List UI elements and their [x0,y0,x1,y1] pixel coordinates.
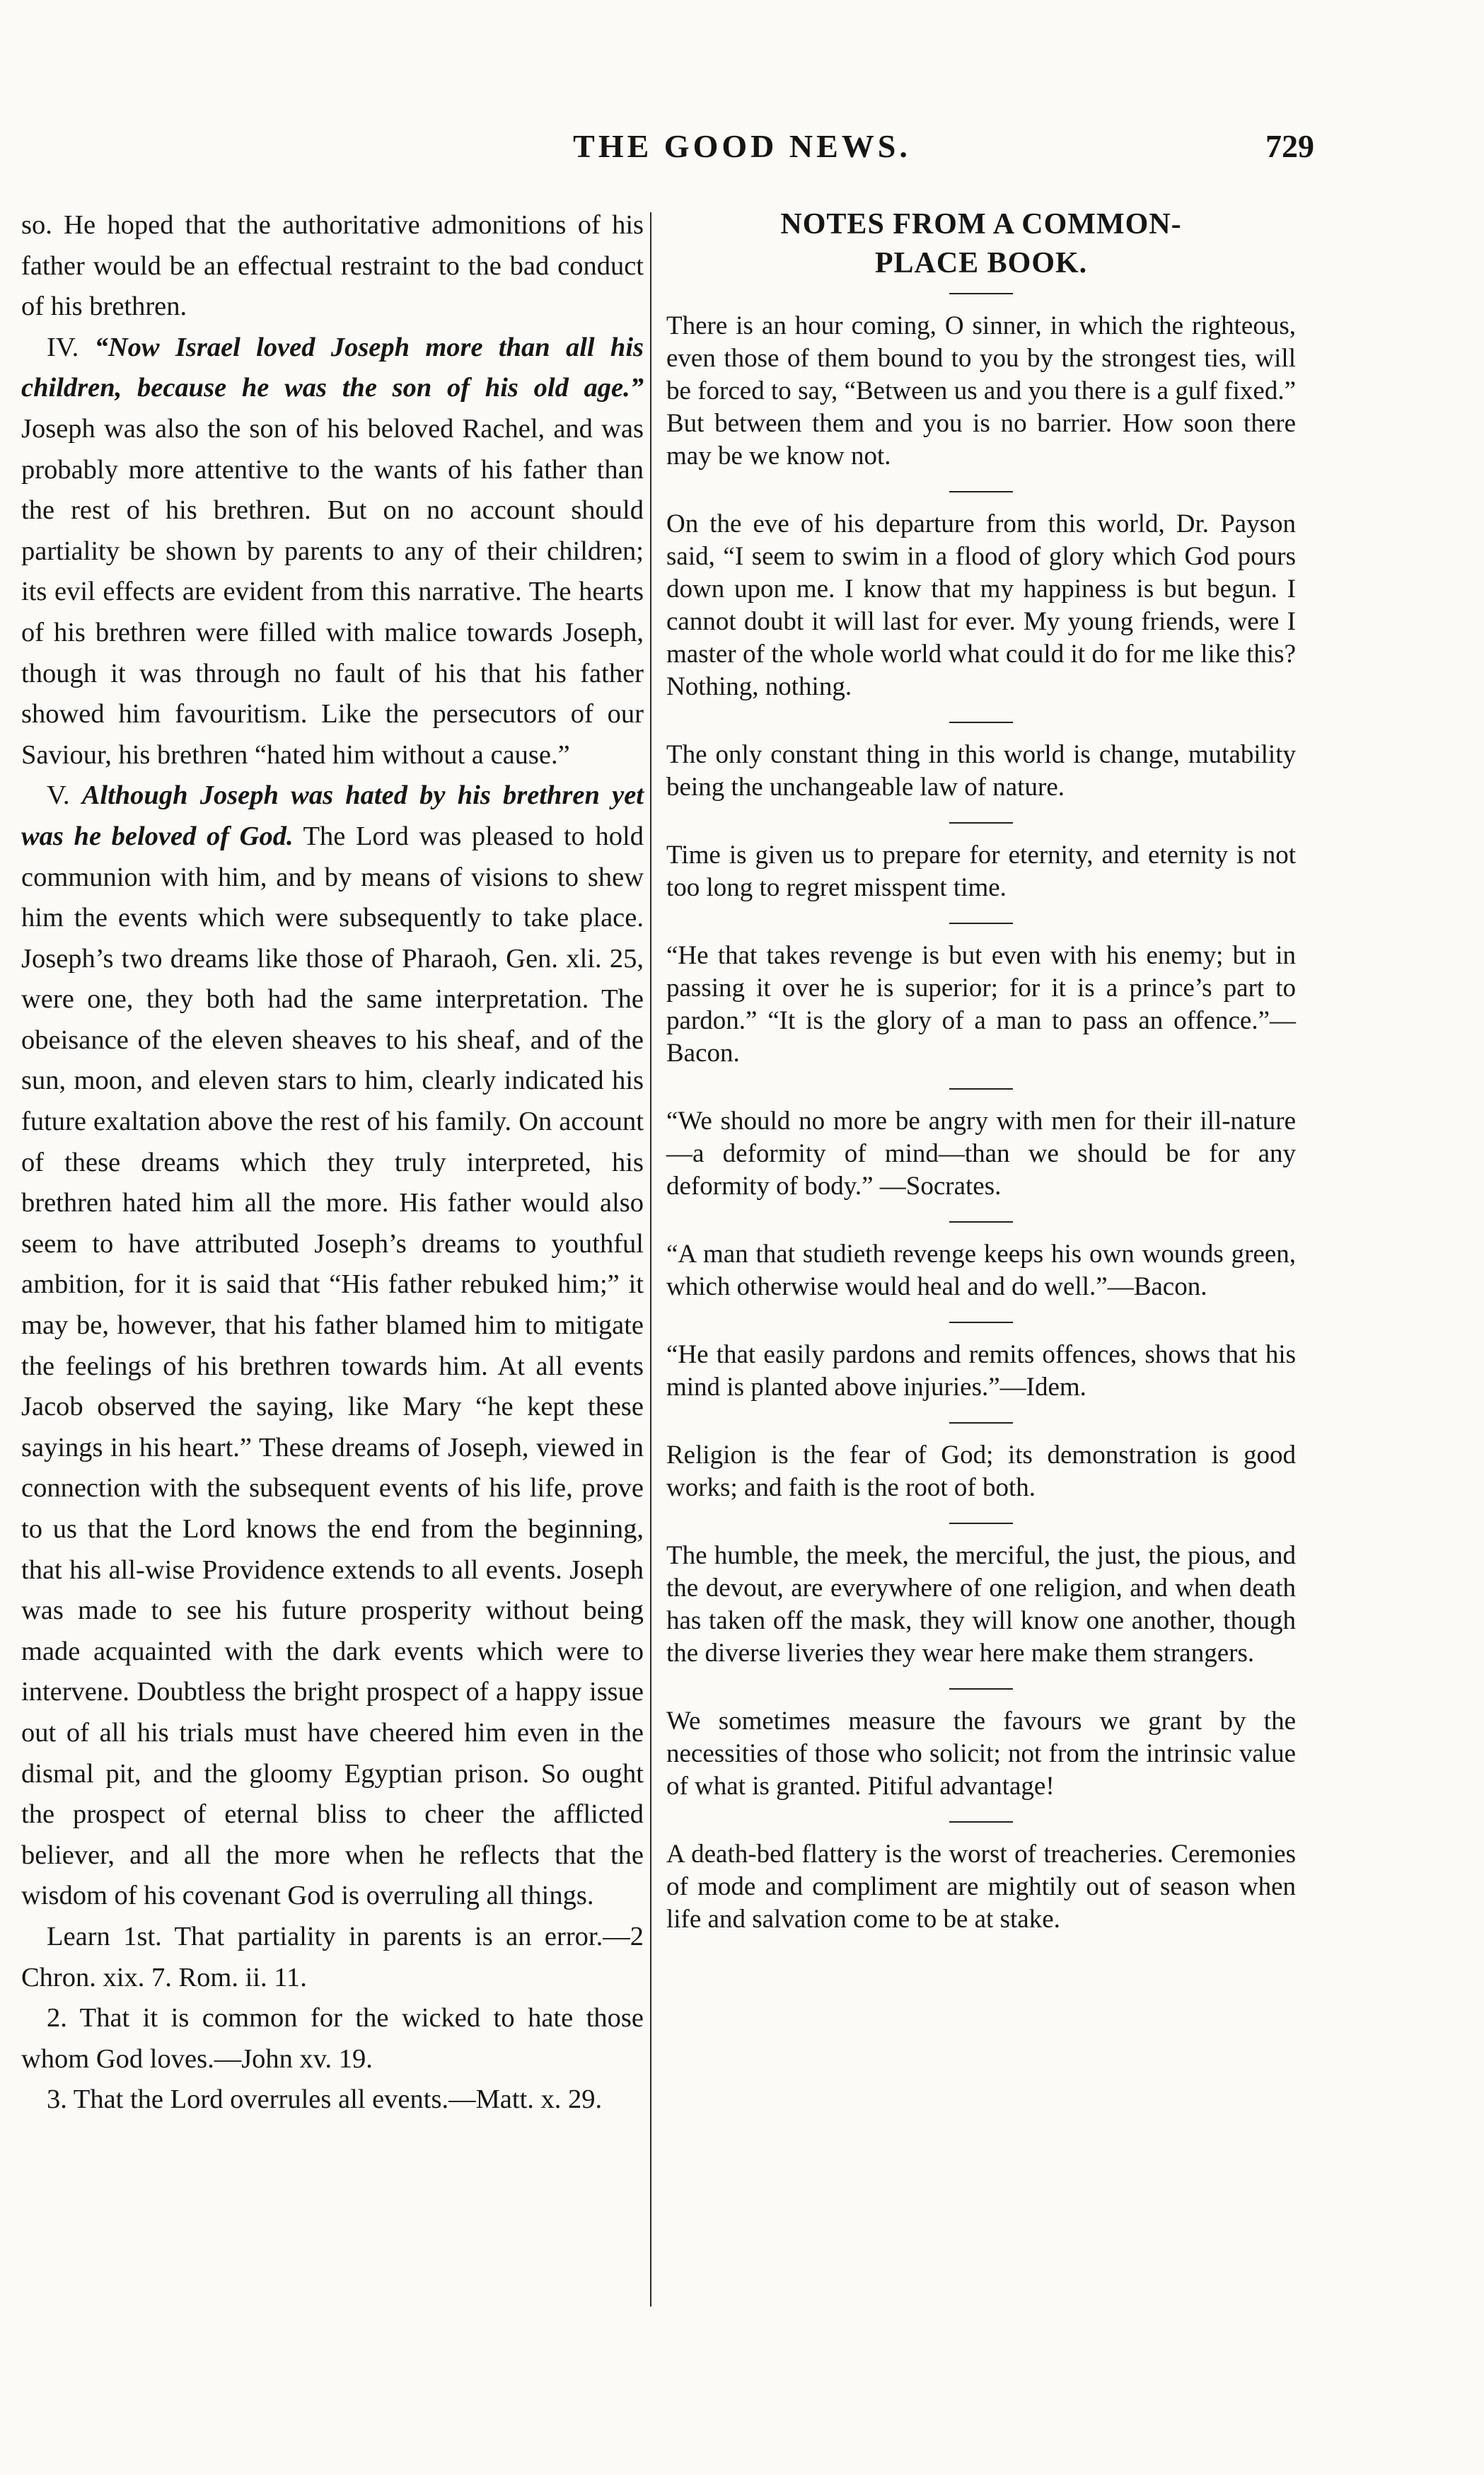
separator-rule [949,491,1013,492]
separator-rule [949,293,1013,294]
section-v [21,775,644,1917]
note: The only constant thing in this world is change, mutability being the unchangeable law of nature. [666,740,1296,802]
separator-rule [949,923,1013,924]
right-column [666,205,1296,1936]
separator-rule [949,1221,1013,1223]
note: On the eve of his departure from this world, Dr. Payson said, “I seem to swim in a flood of glory which God pours down upon me. I know that my happiness is but begun. I cannot doubt it will last for ever. My young friends, were I master of the whole world what could it do for me like this? Nothing, nothing. [666,509,1296,701]
section-v-body: The Lord was pleased to hold communion with him, and by means of visions to shew him the events which were subsequently to take place. Joseph’s two dreams like those of Pharaoh, Gen. xli. 25, were one, they both had the same interpretation. The obeisance of the eleven sheaves to his sheaf, and of the sun, moon, and eleven stars to him, clearly indicated his future exaltation above the rest of his family. On account of these dreams which they truly interpreted, his brethren hated him all the more. His father would also seem to have attributed Joseph’s dreams to youthful ambition, for it is said that “His father rebuked him;” it may be, however, that his father blamed him to mitigate the feelings of his brethren towards him. At all events Jacob observed the saying, like Mary “he kept these sayings in his heart.” These dreams of Joseph, viewed in connection with the subsequent events of his life, prove to us that the Lord knows the end from the beginning, that his all-wise Providence extends to all events. Joseph was made to see his future prosperity without being made acquainted with the dark events which were to intervene. Doubtless the bright prospect of a happy issue out of all his trials must have cheered him even in the dismal pit, and the gloomy Egyptian prison. So ought the prospect of eternal bliss to cheer the afflicted believer, and all the more when he reflects that the wisdom of his covenant God is overruling all things. [21,821,644,1911]
note: Religion is the fear of God; its demonstration is good works; and faith is the root of both. [666,1441,1296,1502]
section-v-quote: Although Joseph was hated by his brethren yet was he beloved of God. [21,780,644,851]
learn-second: 2. That it is common for the wicked to hate those whom God loves.—John xv. 19. [21,2003,644,2074]
separator-rule [949,1523,1013,1524]
separator-rule [949,1821,1013,1823]
learn-first: Learn 1st. That partiality in parents is an error.—2 Chron. xix. 7. Rom. ii. 11. [21,1921,644,1992]
note: “He that easily pardons and remits offences, shows that his mind is planted above injuries.”—Idem. [666,1340,1296,1402]
note: A death-bed flattery is the worst of treacheries. Ceremonies of mode and compliment are mightily out of season when life and salvation come to be at stake. [666,1840,1296,1934]
running-head [0,127,1484,177]
separator-rule [949,1088,1013,1090]
notes-title-line-1: NOTES FROM A COMMON- [780,208,1182,241]
note: “A man that studieth revenge keeps his own wounds green, which otherwise would heal and do well.”—Bacon. [666,1240,1296,1301]
note: “He that takes revenge is but even with his enemy; but in passing it over he is superior; for it is a prince’s part to pardon.” “It is the glory of a man to pass an offence.”—Bacon. [666,941,1296,1068]
note: We sometimes measure the favours we grant by the necessities of those who solicit; not from the intrinsic value of what is granted. Pitiful advantage! [666,1707,1296,1801]
paragraph-intro: so. He hoped that the authoritative admonitions of his father would be an effectual restraint to the bad conduct of his brethren. [21,210,644,322]
running-title: THE GOOD NEWS. [573,128,911,164]
separator-rule [949,822,1013,824]
section-v-numeral: V. [47,780,70,811]
left-column [21,205,644,2121]
section-iv-numeral: IV. [47,332,79,362]
notes-title [666,205,1296,283]
separator-rule [949,1322,1013,1323]
page-number: 729 [1265,128,1314,164]
note: “We should no more be angry with men for their ill-nature—a deformity of mind—than we should be for any deformity of body.” —Socrates. [666,1107,1296,1201]
separator-rule [949,1688,1013,1690]
section-iv-body: Joseph was also the son of his beloved Rachel, and was probably more attentive to the wants of his father than the rest of his brethren. But on no account should partiality be shown by parents to any of their children; its evil effects are evident from this narrative. The hearts of his brethren were filled with malice towards Joseph, though it was through no fault of his that his father showed him favouritism. Like the persecutors of our Saviour, his brethren “hated him without a cause.” [21,413,644,770]
section-iv-quote: “Now Israel loved Joseph more than all his children, because he was the son of his old age.” [21,332,644,403]
learn-third: 3. That the Lord overrules all events.—Matt. x. 29. [47,2084,603,2115]
separator-rule [949,1422,1013,1424]
note: Time is given us to prepare for eternity, and eternity is not too long to regret misspent time. [666,841,1296,902]
section-iv [21,328,644,776]
separator-rule [949,722,1013,723]
notes-title-line-2: PLACE BOOK. [874,247,1088,279]
note: There is an hour coming, O sinner, in which the righteous, even those of them bound to you by the strongest ties, will be forced to say, “Between us and you there is a gulf fixed.” But between them and you is no barrier. How soon there may be we know not. [666,311,1296,471]
column-divider [650,212,651,2307]
note: The humble, the meek, the merciful, the just, the pious, and the devout, are everywhere of one religion, and when death has taken off the mask, they will know one another, though the diverse liveries they wear here make them strangers. [666,1541,1296,1668]
